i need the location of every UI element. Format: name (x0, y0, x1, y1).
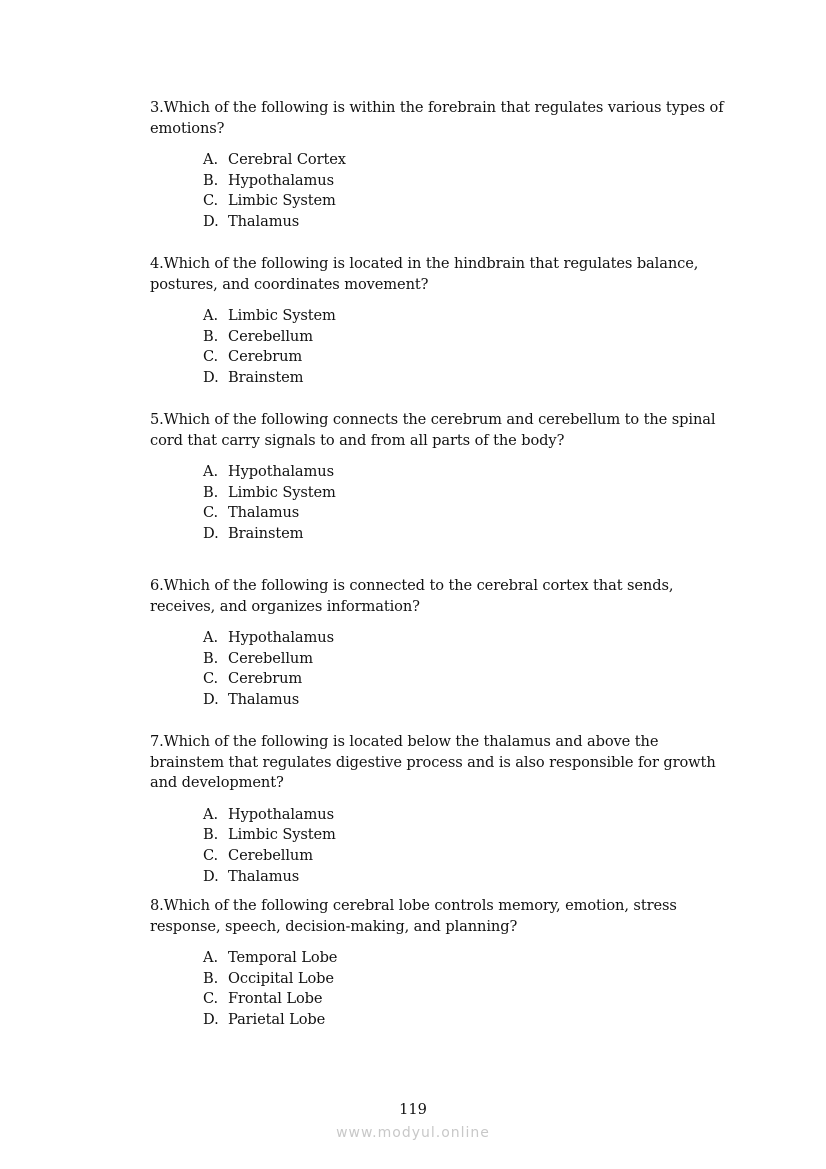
option-text: Temporal Lobe (228, 949, 338, 967)
option-list (150, 306, 730, 388)
option-a (203, 150, 730, 171)
question-stem: 4.Which of the following is located in the hindbrain that regulates balance, postures, and coordinates movement? (150, 255, 699, 293)
option-text: Limbic System (228, 192, 336, 210)
option-list (150, 948, 730, 1030)
option-b (203, 825, 730, 846)
option-letter: A. (203, 805, 218, 823)
option-letter: B. (203, 969, 219, 987)
option-letter: D. (203, 524, 219, 542)
question-stem: 7.Which of the following is located below the thalamus and above the brainstem that regulates digestive process and is also responsible for growth and development? (150, 733, 716, 792)
option-d (203, 690, 730, 711)
option-c (203, 503, 730, 524)
option-c (203, 347, 730, 368)
option-letter: A. (203, 463, 218, 481)
option-letter: C. (203, 990, 219, 1008)
option-text: Cerebellum (228, 649, 313, 667)
option-a (203, 462, 730, 483)
option-a (203, 306, 730, 327)
option-text: Limbic System (228, 826, 336, 844)
option-text: Frontal Lobe (228, 990, 323, 1008)
option-text: Limbic System (228, 483, 336, 501)
question-stem: 6.Which of the following is connected to the cerebral cortex that sends, receives, and organizes information? (150, 577, 674, 615)
option-b (203, 969, 730, 990)
option-text: Thalamus (228, 504, 300, 522)
option-letter: C. (203, 504, 219, 522)
option-b (203, 483, 730, 504)
option-letter: D. (203, 1010, 219, 1028)
option-b (203, 327, 730, 348)
option-d (203, 867, 730, 888)
option-text: Thalamus (228, 867, 300, 885)
option-text: Thalamus (228, 690, 300, 708)
watermark: www.modyul.online (336, 1125, 490, 1141)
option-b (203, 171, 730, 192)
option-letter: A. (203, 949, 218, 967)
option-c (203, 989, 730, 1010)
option-list (150, 462, 730, 544)
question-5 (150, 410, 730, 545)
question-stem: 3.Which of the following is within the forebrain that regulates various types of emotions? (150, 99, 724, 137)
question-3 (150, 98, 730, 233)
option-letter: C. (203, 348, 219, 366)
option-d (203, 212, 730, 233)
question-6 (150, 576, 730, 711)
option-text: Cerebellum (228, 327, 313, 345)
option-text: Cerebral Cortex (228, 151, 346, 169)
option-a (203, 805, 730, 826)
option-a (203, 628, 730, 649)
option-d (203, 1010, 730, 1031)
option-letter: D. (203, 368, 219, 386)
option-text: Brainstem (228, 368, 304, 386)
option-letter: B. (203, 649, 219, 667)
option-text: Cerebrum (228, 348, 303, 366)
question-7 (150, 732, 730, 887)
option-text: Limbic System (228, 307, 336, 325)
question-4 (150, 254, 730, 389)
option-text: Hypothalamus (228, 463, 334, 481)
option-text: Hypothalamus (228, 805, 334, 823)
option-c (203, 669, 730, 690)
option-text: Occipital Lobe (228, 969, 334, 987)
option-list (150, 805, 730, 887)
question-8 (150, 896, 730, 1031)
option-letter: A. (203, 151, 218, 169)
option-letter: B. (203, 327, 219, 345)
option-d (203, 368, 730, 389)
option-list (150, 150, 730, 232)
option-text: Cerebellum (228, 846, 313, 864)
option-d (203, 524, 730, 545)
option-letter: A. (203, 307, 218, 325)
option-text: Parietal Lobe (228, 1010, 326, 1028)
option-c (203, 846, 730, 867)
option-text: Thalamus (228, 212, 300, 230)
option-b (203, 649, 730, 670)
option-letter: B. (203, 826, 219, 844)
option-letter: A. (203, 629, 218, 647)
question-stem: 8.Which of the following cerebral lobe controls memory, emotion, stress response, speech, decision-making, and planning? (150, 897, 677, 935)
option-a (203, 948, 730, 969)
option-text: Hypothalamus (228, 171, 334, 189)
option-c (203, 191, 730, 212)
option-letter: C. (203, 192, 219, 210)
option-letter: D. (203, 867, 219, 885)
option-text: Cerebrum (228, 670, 303, 688)
option-text: Hypothalamus (228, 629, 334, 647)
option-letter: B. (203, 483, 219, 501)
option-letter: D. (203, 690, 219, 708)
page-number: 119 (399, 1101, 427, 1118)
question-stem: 5.Which of the following connects the cerebrum and cerebellum to the spinal cord that carry signals to and from all parts of the body? (150, 411, 716, 449)
option-letter: B. (203, 171, 219, 189)
option-letter: C. (203, 846, 219, 864)
option-text: Brainstem (228, 524, 304, 542)
option-letter: C. (203, 670, 219, 688)
option-letter: D. (203, 212, 219, 230)
option-list (150, 628, 730, 710)
